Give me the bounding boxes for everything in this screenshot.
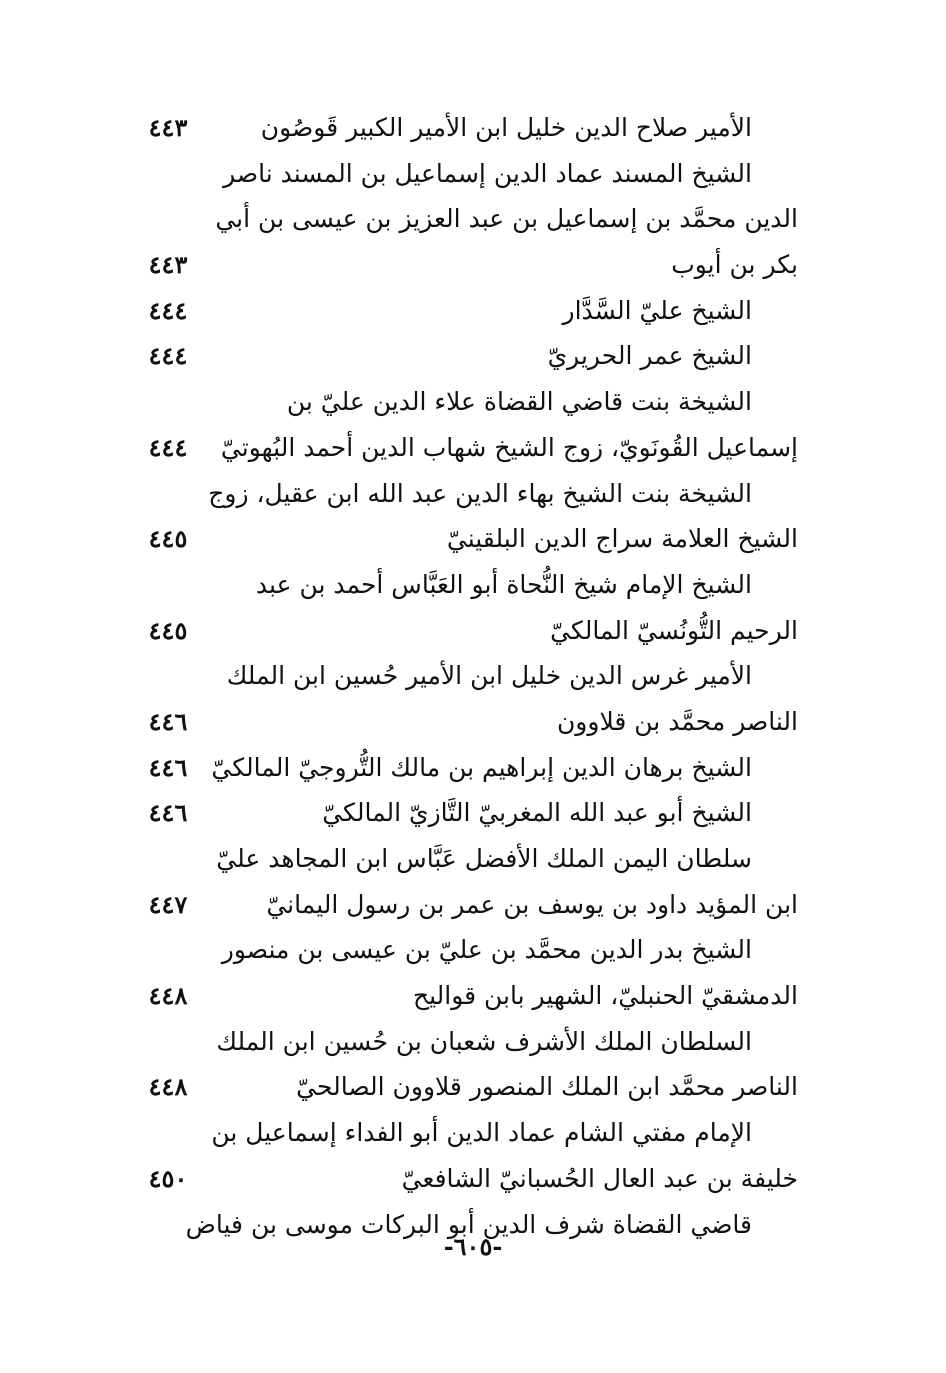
toc-entry-page-number: ٤٤٤ [148, 432, 188, 462]
toc-entry [130, 516, 798, 562]
toc-entry-title: بكر بن أيوب [671, 250, 798, 280]
toc-entry-page-number: ٤٤٤ [148, 295, 188, 325]
toc-entry-title: الشيخ الإمام شيخ النُّحاة أبو العَبَّاس أحمد بن عبد [255, 569, 752, 599]
toc-entry-title: إسماعيل القُونَويّ، زوج الشيخ شهاب الدين أحمد البُهوتيّ [220, 432, 798, 462]
toc-entry-title: الرحيم التُّونُسيّ المالكيّ [550, 615, 798, 645]
toc-entry-page-number: ٤٤٣ [148, 250, 188, 280]
toc-entry-page-number: ٤٤٤ [148, 341, 188, 371]
toc-entry [130, 379, 798, 425]
toc-entry-title: سلطان اليمن الملك الأفضل عَبَّاس ابن المجاهد عليّ [216, 844, 752, 873]
toc-entry-title: السلطان الملك الأشرف شعبان بن حُسين ابن الملك [216, 1026, 752, 1056]
toc-entry-title: الشيخة بنت قاضي القضاة علاء الدين عليّ بن [286, 387, 752, 417]
toc-entry-title: الأمير صلاح الدين خليل ابن الأمير الكبير قَوصُون [260, 113, 752, 142]
page-number: -٦٠٥- [443, 1232, 503, 1261]
toc-entry-title: الدين محمَّد بن إسماعيل بن عبد العزيز بن عيسى بن أبي [215, 204, 798, 234]
toc-entry-title: الناصر محمَّد بن قلاوون [556, 706, 798, 736]
toc-entry-title: الشيخ برهان الدين إبراهيم بن مالك التُّروجيّ المالكيّ [211, 752, 752, 782]
toc-entry-page-number: ٤٤٦ [148, 752, 188, 782]
toc-entry [130, 745, 798, 791]
toc-entry [130, 1019, 798, 1065]
toc-entry [130, 836, 798, 882]
toc-entry [130, 105, 798, 151]
toc-entry-title: الشيخ المسند عماد الدين إسماعيل بن المسند ناصر [223, 158, 752, 188]
toc-entry [130, 790, 798, 836]
toc-entry [130, 1064, 798, 1110]
toc-entry-page-number: ٤٤٦ [148, 798, 188, 828]
toc-entry-title: خليفة بن عبد العال الحُسبانيّ الشافعيّ [401, 1163, 798, 1193]
toc-entry-title: الإمام مفتي الشام عماد الدين أبو الفداء إسماعيل بن [211, 1118, 752, 1148]
toc-entry [130, 882, 798, 928]
toc-entry-title: الشيخ العلامة سراج الدين البلقينيّ [446, 524, 798, 554]
toc-entry-title: الناصر محمَّد ابن الملك المنصور قلاوون الصالحيّ [296, 1072, 798, 1102]
toc-entry [130, 562, 798, 608]
toc-entry [130, 699, 798, 745]
toc-entry [130, 1110, 798, 1156]
toc-entry-title: ابن المؤيد داود بن يوسف بن عمر بن رسول اليمانيّ [266, 889, 798, 919]
toc-entry-page-number: ٤٤٨ [148, 1072, 188, 1102]
toc-entry [130, 1156, 798, 1202]
toc-entry-page-number: ٤٤٨ [148, 981, 188, 1011]
toc-entry [130, 471, 798, 517]
toc-entry [130, 242, 798, 288]
toc-entry [130, 425, 798, 471]
toc-entry-title: الشيخة بنت الشيخ بهاء الدين عبد الله ابن عقيل، زوج [208, 478, 752, 508]
toc-entry-page-number: ٤٤٥ [148, 615, 188, 645]
table-of-contents [130, 105, 798, 1247]
toc-entry-page-number: ٤٤٥ [148, 524, 188, 554]
toc-entry-title: الشيخ أبو عبد الله المغربيّ التَّازيّ المالكيّ [322, 798, 752, 828]
toc-entry [130, 653, 798, 699]
toc-entry-page-number: ٤٤٧ [148, 889, 188, 919]
toc-entry [130, 333, 798, 379]
toc-entry-page-number: ٤٥٠ [148, 1163, 188, 1193]
toc-entry-page-number: ٤٤٣ [148, 113, 188, 142]
toc-entry-title: الشيخ عمر الحريريّ [547, 341, 752, 371]
toc-entry-title: الدمشقيّ الحنبليّ، الشهير بابن قواليح [412, 981, 798, 1011]
toc-entry [130, 973, 798, 1019]
toc-entry [130, 608, 798, 654]
toc-entry [130, 196, 798, 242]
toc-entry-title: الشيخ بدر الدين محمَّد بن عليّ بن عيسى بن منصور [221, 935, 752, 965]
toc-entry-title: الأمير غرس الدين خليل ابن الأمير حُسين ابن الملك [226, 661, 752, 691]
toc-entry-page-number: ٤٤٦ [148, 706, 188, 736]
toc-entry-title: قاضي القضاة شرف الدين أبو البركات موسى بن فياض [185, 1209, 752, 1239]
toc-entry [130, 151, 798, 197]
toc-entry-title: الشيخ عليّ السَّدَّار [562, 295, 752, 325]
toc-entry [130, 288, 798, 334]
toc-entry [130, 927, 798, 973]
